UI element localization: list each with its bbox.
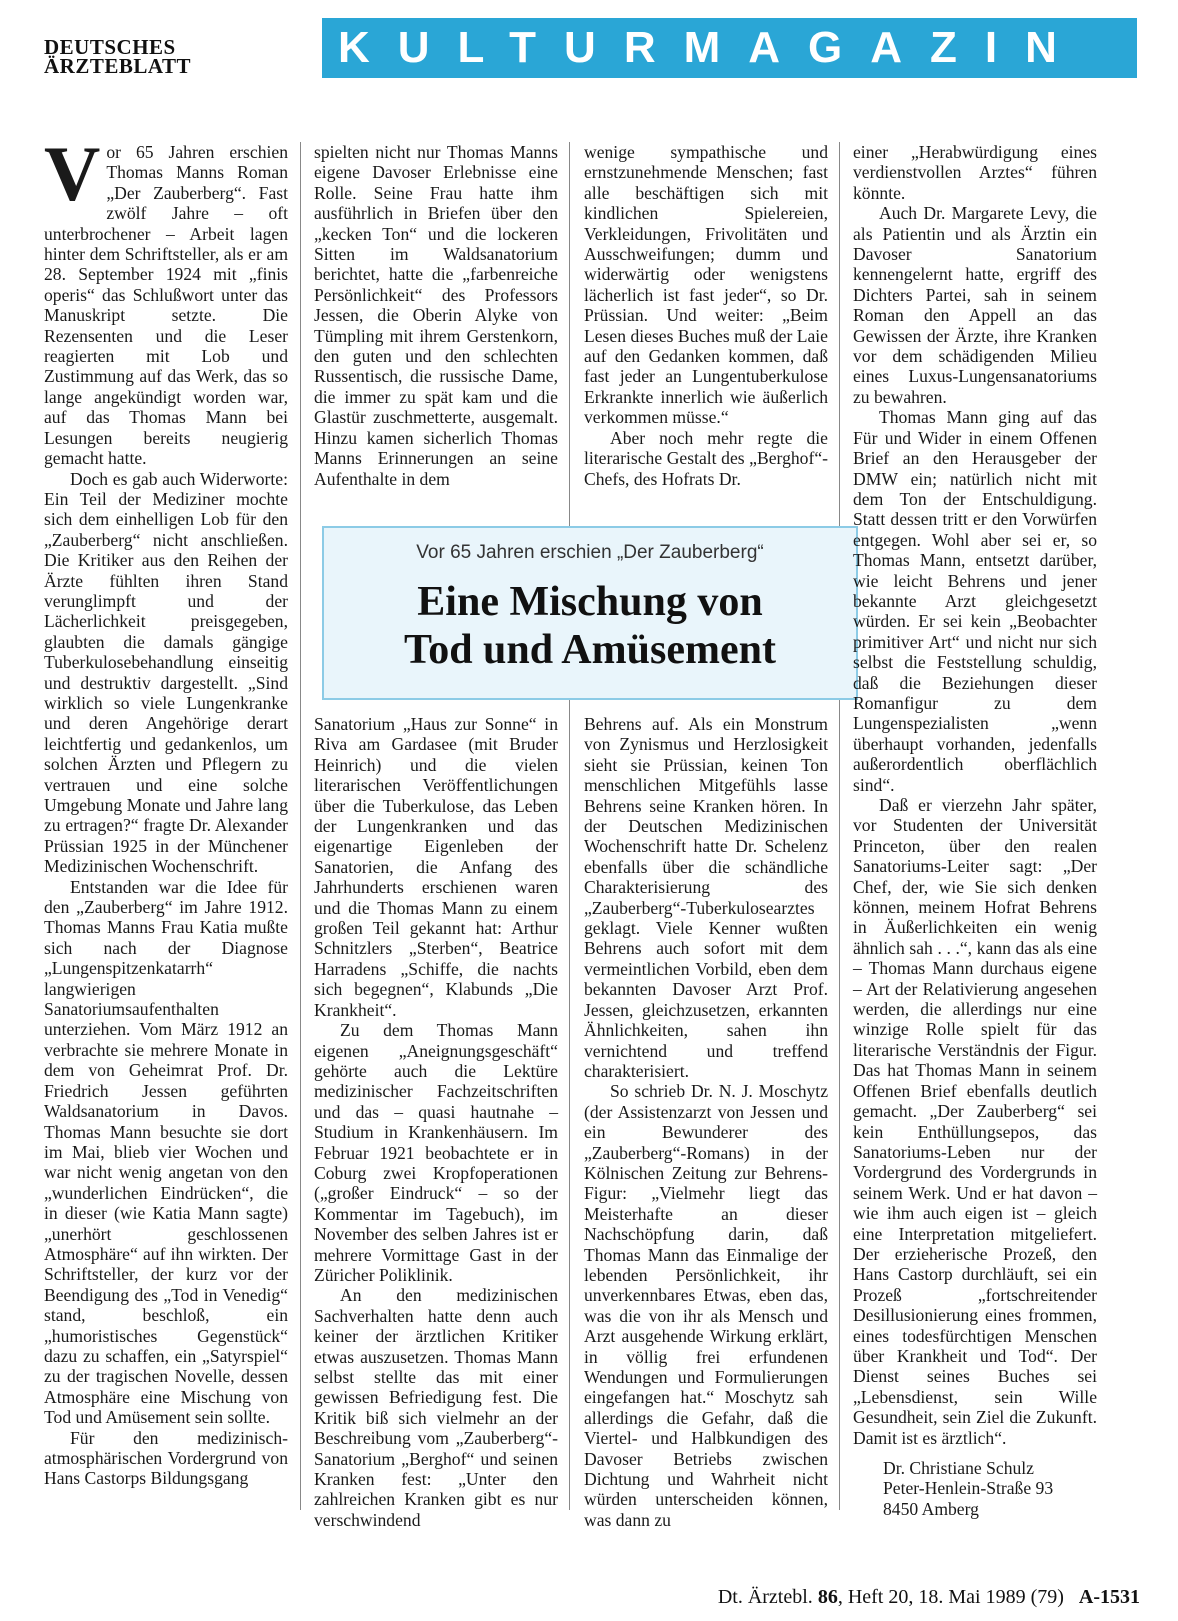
author-street: Peter-Henlein-Straße 93 xyxy=(883,1478,1054,1499)
section-banner xyxy=(322,18,1137,78)
headline-title xyxy=(324,578,856,674)
col4-paragraph-3: Thomas Mann ging auf das Für und Wider in einem Offenen Brief an den Herausgeber der DMW ein; natürlich nicht mit dem Ton der Entschuldigung. Statt dessen tritt er den Vorwürfen entgegen. Wohl aber sei er, so Thomas Mann, entsetzt darüber, wie leicht Behrens und jener bekannte Arzt gleichgesetzt würden. Er sei kein „Beobachter primitiver Art“ und nicht nur sich selbst die Feststellung schuldig, daß die Beziehungen dieser Romanfigur zu dem Lungenspezialisten „wenn überhaupt vorhanden, jedenfalls außerordentlich oberflächlich sind“. xyxy=(853,407,1097,795)
col2-paragraph-1: spielten nicht nur Thomas Manns eigene Davoser Erlebnisse eine Rolle. Seine Frau hatte ihm ausführlich in Briefen über den „kecken Ton“ und die lockeren Sitten im Waldsanatorium berichtet, hatte die „farbenreiche Persönlichkeit“ des Professors Jessen, die Oberin Alyke von Tümpling mit ihrem Gerstenkorn, den guten und den schlechten Russentisch, die russische Dame, die immer zu spät kam und die Glastür zuschmetterte, ausgemalt. Hinzu kamen sicherlich Thomas Manns Erinnerungen an seine Aufenthalte in dem xyxy=(314,142,558,489)
footer-volume: 86 xyxy=(817,1586,838,1608)
col2-paragraph-3: Zu dem Thomas Mann eigenen „Aneignungsgeschäft“ gehörte auch die Lektüre medizinischer Fachzeitschriften und das – quasi hautnahe – Studium in Krankenhäusern. Im Februar 1921 beobachtete er in Coburg zwei Kropfoperationen („großer Eindruck“ – so der Kommentar im Tagebuch), im November des selben Jahres ist er mehrere Vormittage Gast in der Züricher Poliklinik. xyxy=(314,1020,558,1285)
col3-paragraph-3: Behrens auf. Als ein Monstrum von Zynismus und Herzlosigkeit sieht sie Prüssian, keinen Ton menschlichen Mitgefühls lasse Behrens seine Kranken hören. In der Deutschen Medizinischen Wochenschrift hatte Dr. Schelenz ebenfalls über die schändliche Charakterisierung des „Zauberberg“-Tuberkulosearztes geklagt. Viele Kenner wußten Behrens auch sofort mit dem vermeintlichen Vorbild, eben dem bekannten Davoser Arzt Prof. Jessen, gleichzusetzen, erkannten Ähnlichkeiten, sahen ihn vernichtend und treffend charakterisiert. xyxy=(584,714,828,1081)
col3-paragraph-1: wenige sympathische und ernstzunehmende Menschen; fast alle beschäftigen sich mit kindlichen Spielereien, Verkleidungen, Frivolitäten und Ausschweifungen; dumm und widerwärtig oder wenigstens lächerlich ist fast jeder“, so Dr. Prüssian. Und weiter: „Beim Lesen dieses Buches muß der Laie auf den Gedanken kommen, daß fast jeder an Lungentuberkulose Erkrankte innerlich wie äußerlich verkommen müsse.“ xyxy=(584,142,828,428)
column-rule-3 xyxy=(839,142,840,1510)
col1-paragraph-2: Doch es gab auch Widerworte: Ein Teil der Mediziner mochte sich dem einhelligen Lob für den „Zauberberg“ nicht anschließen. Die Kritiker aus den Reihen der Ärzte fühlten ihren Stand verunglimpft und der Lächerlichkeit preisgegeben, glaubten die damals gängige Tuberkulosebehandlung einseitig und destruktiv dargestellt. „Sind wirklich so viele Lungenkranke und deren Angehörige derart leichtfertig und gedankenlos, um solchen Ärzten und Pflegern zu vertrauen und eine solche Umgebung Monate und Jahre lang zu ertragen?“ fragte Dr. Alexander Prüssian 1925 in der Münchener Medizinischen Wochenschrift. xyxy=(44,468,288,877)
page-footer xyxy=(650,1586,1140,1609)
footer-journal: Dt. Ärztebl. xyxy=(717,1586,813,1608)
col1-paragraph-1: Vor 65 Jahren erschien Thomas Manns Roman „Der Zauberberg“. Fast zwölf Jahre – oft unterbrochener – Arbeit lagen hinter dem Schriftsteller, als er am 28. September 1924 mit „finis operis“ das Schlußwort unter das Manuskript setzte. Die Rezensenten und die Leser reagierten mit Lob und Zustimmung auf das Werk, das so lange angekündigt worden war, auf das Thomas Mann bei Lesungen bereits neugierig gemacht hatte. xyxy=(44,130,288,469)
journal-masthead xyxy=(44,35,224,78)
article-column-4 xyxy=(853,142,1097,1519)
masthead-line1: DEUTSCHES xyxy=(44,35,176,59)
col4-paragraph-4: Daß er vierzehn Jahr später, vor Studenten der Universität Princeton, über den realen Sanatoriums-Leiter sagt: „Der Chef, der, wie Sie sich denken können, meinem Hofrat Behrens in Äußerlichkeiten ein wenig ähnlich sah . . .“, kann das als eine – Thomas Mann durchaus eigene – Art der Relativierung angesehen werden, die allerdings nur eine winzige Rolle spielt für das literarische Verständnis der Figur. Das hat Thomas Mann in seinem Offenen Brief ebenfalls deutlich gemacht. „Der Zauberberg“ sei kein Enthüllungsepos, das Sanatoriums-Leben nur der Vordergrund des Vordergrunds in seinem Werk. Und er hat davon – wie ihm auch eigen ist – gleich eine Interpretation mitgeliefert. Der erzieherische Prozeß, den Hans Castorp durchläuft, sei ein Prozeß „fortschreitender Desillusionierung eines frommen, eines todesfürchtigen Menschen über Krankheit und Tod“. Der Dienst seines Buches sei „Lebensdienst, sein Wille Gesundheit, sein Ziel die Zukunft. Damit ist es ärztlich“. xyxy=(853,795,1097,1448)
column-rule-2 xyxy=(569,142,570,1510)
drop-cap: V xyxy=(44,130,101,217)
article-column-3-top xyxy=(584,142,828,489)
article-column-2-bottom xyxy=(314,714,558,1530)
footer-page-number: A-1531 xyxy=(1078,1586,1140,1608)
headline-title-line1: Eine Mischung von xyxy=(417,579,763,625)
author-city: 8450 Amberg xyxy=(883,1498,979,1519)
headline-box xyxy=(322,526,858,700)
article-column-3-bottom xyxy=(584,714,828,1530)
col2-paragraph-4: An den medizinischen Sachverhalten hatte denn auch keiner der ärztlichen Kritiker etwas auszusetzen. Thomas Mann selbst stellte das mit einer gewissen Befriedigung fest. Die Kritik biß sich vielmehr an der Beschreibung vom „Zauberberg“-Sanatorium „Berghof“ und seinen Kranken fest: „Unter den zahlreichen Kranken gibt es nur verschwindend xyxy=(314,1285,558,1530)
col1-paragraph-4: Für den medizinisch-atmosphärischen Vordergrund von Hans Castorps Bildungsgang xyxy=(44,1427,288,1489)
col3-paragraph-2: Aber noch mehr regte die literarische Gestalt des „Berghof“-Chefs, des Hofrats Dr. xyxy=(584,427,828,489)
column-rule-1 xyxy=(300,142,301,1510)
headline-kicker: Vor 65 Jahren erschien „Der Zauberberg“ xyxy=(416,542,764,563)
article-column-1 xyxy=(44,130,288,1489)
col3-paragraph-4: So schrieb Dr. N. J. Moschytz (der Assistenzarzt von Jessen und ein Bewunderer des „Zauberberg“-Romans) in der Kölnischen Zeitung zur Behrens-Figur: „Vielmehr liegt das Meisterhafte an dieser Nachschöpfung darin, daß Thomas Mann das Einmalige der lebenden Persönlichkeit, ihr unverkennbares Etwas, eben das, was die von ihr als Mensch und Arzt ausgehende Wirkung erklärt, in völlig frei erfundenen Wendungen und Formulierungen eingefangen hat.“ Moschytz sah allerdings die Gefahr, daß die Viertel- und Halbkundigen des Davoser Betriebs zwischen Dichtung und Wahrheit nicht würden unterscheiden können, was dann zu xyxy=(584,1081,828,1530)
author-signature xyxy=(853,1458,1097,1519)
footer-issue: , Heft 20, 18. Mai 1989 (79) xyxy=(837,1586,1064,1608)
author-name: Dr. Christiane Schulz xyxy=(883,1458,1034,1478)
col4-paragraph-2: Auch Dr. Margarete Levy, die als Patientin und als Ärztin ein Davoser Sanatorium kennengelernt hatte, ergriff des Dichters Partei, sah in seinem Roman den Appell an das Gewissen der Ärzte, ihre Kranken vor dem schädigenden Milieu eines Luxus-Lungensanatoriums zu bewahren. xyxy=(853,203,1097,407)
col2-paragraph-2: Sanatorium „Haus zur Sonne“ in Riva am Gardasee (mit Bruder Heinrich) und die vielen literarischen Veröffentlichungen über die Tuberkulose, das Leben der Lungenkranken und das eigenartige Eigenleben der Sanatorien, die Anfang des Jahrhunderts erschienen waren und die Thomas Mann zu einem großen Teil gekannt hat: Arthur Schnitzlers „Sterben“, Beatrice Harradens „Schiffe, die nachts sich begegnen“, Klabunds „Die Krankheit“. xyxy=(314,714,558,1020)
masthead-line2: ÄRZTEBLATT xyxy=(44,54,191,78)
col4-paragraph-1: einer „Herabwürdigung eines verdienstvollen Arztes“ führen könnte. xyxy=(853,142,1097,203)
headline-title-line2: Tod und Amüsement xyxy=(404,627,776,673)
section-title: KULTURMAGAZIN xyxy=(338,23,1085,72)
col1-paragraph-3: Entstanden war die Idee für den „Zauberberg“ im Jahre 1912. Thomas Manns Frau Katia mußte sich nach der Diagnose „Lungenspitzenkatarrh“ langwierigen Sanatoriumsaufenthalten unterziehen. Vom März 1912 an verbrachte sie mehrere Monate in dem von Geheimrat Prof. Dr. Friedrich Jessen geführten Waldsanatorium in Davos. Thomas Mann besuchte sie dort im Mai, blieb vier Wochen und war nicht wenig angetan von den „wunderlichen Eindrücken“, die in dieser (wie Katia Mann sagte) „unerhört geschlossenen Atmosphäre“ auf ihn wirkten. Der Schriftsteller, der kurz vor der Beendigung des „Tod in Venedig“ stand, beschloß, ein „humoristisches Gegenstück“ dazu zu schaffen, ein „Satyrspiel“ zu der tragischen Novelle, dessen Atmosphäre eine Mischung von Tod und Amüsement sein sollte. xyxy=(44,876,288,1428)
article-column-2-top xyxy=(314,142,558,489)
